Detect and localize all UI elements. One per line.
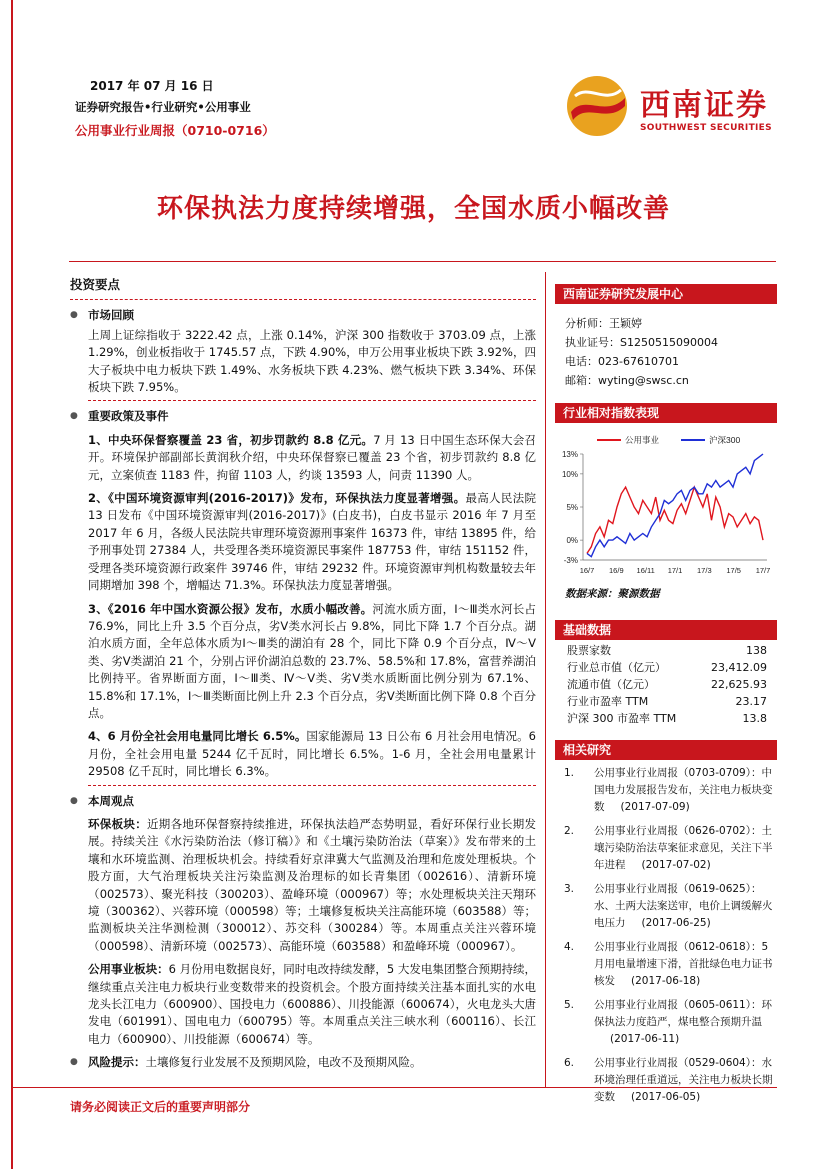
- report-series: 公用事业行业周报（0710-0716）: [75, 123, 275, 138]
- basic-data-value: 23,412.09: [711, 661, 767, 674]
- y-tick-label: 0%: [566, 536, 578, 546]
- x-tick-label: 17/3: [697, 566, 712, 575]
- basic-data-row: [567, 642, 767, 659]
- basic-data-value: 23.17: [735, 695, 767, 708]
- related-report-number: 6.: [564, 1057, 575, 1069]
- basic-data-key: 股票家数: [567, 644, 611, 657]
- x-tick-label: 16/11: [636, 566, 655, 575]
- report-title: 环保执法力度持续增强，全国水质小幅改善: [156, 194, 670, 224]
- view-heading: ● 本周观点: [70, 793, 536, 810]
- related-report-date: (2017-07-02): [641, 859, 711, 871]
- y-tick-label: -3%: [563, 556, 578, 565]
- basic-data-key: 流通市值（亿元）: [567, 678, 655, 691]
- related-report-number: 4.: [564, 941, 575, 953]
- related-report-link[interactable]: [564, 823, 774, 874]
- basic-data-key: 沪深 300 市盈率 TTM: [567, 712, 677, 725]
- analyst-name: 分析师：王颖婷: [565, 317, 642, 330]
- policy-heading: ● 重要政策及事件: [70, 408, 536, 425]
- basic-data-row: [567, 693, 767, 710]
- basic-data-row: [567, 659, 767, 676]
- related-research-title: 相关研究: [555, 740, 777, 760]
- column-divider: [545, 272, 546, 1087]
- related-report-date: (2017-06-25): [641, 917, 711, 929]
- policy-item: 2、《中国环境资源审判(2016-2017)》发布，环保执法力度显著增强。最高人民法院 13 日发布《中国环境资源审判(2016-2017)》(白皮书)，白皮书显示 2016 年 7 月至 2017 年 6 月，各级人民法院共审理环境资源刑事案件 16373 件，审结 13895 件，给予刑事处罚 27384 人，共受理各类环境资源民事案件 187753 件，审结 151152 件，受理各类环境资源行政案件 39746 件，审结 29232 件。环境资源审判机构数量较去年同期增加 398 个，增幅达 71.3%。环保执法力度显著增强。: [88, 491, 536, 593]
- utility-view: 公用事业板块：6 月份用电数据良好，同时电改持续发酵，5 大发电集团整合预期持续，继续重点关注电力板块行业变数带来的投资机会。个股方面持续关注基本面扎实的水电龙头长江电力（600900）、国投电力（600886）、川投能源（600674），火电龙头大唐发电（601991）、国电电力（600795）等。本周重点关注三峡水利（600116）、长江电力（600900）、川投能源（600674）等。: [88, 962, 536, 1046]
- x-tick-label: 16/7: [579, 566, 595, 575]
- market-review-heading: ● 市场回顾: [70, 307, 536, 324]
- related-report-date: (2017-07-09): [620, 801, 690, 813]
- market-review-text: 上周上证综指收于 3222.42 点，上涨 0.14%，沪深 300 指数收于 3703.09 点，上涨 1.29%，创业板指收于 1745.57 点，下跌 4.90%，申万公用事业板块下跌 3.92%，四大子板块中电力板块下跌 1.49%、水务板块下跌 4.23%、燃气板块下跌 3.34%、环保板块下跌 7.95%。: [88, 327, 536, 395]
- related-report-number: 1.: [564, 767, 575, 779]
- footer-disclaimer: 请务必阅读正文后的重要声明部分: [70, 1100, 251, 1114]
- research-center-title: 西南证券研究发展中心: [555, 284, 777, 304]
- related-report-date: (2017-06-05): [631, 1091, 701, 1103]
- related-research-list: [564, 758, 774, 1106]
- policy-item: 4、6 月份全社会用电量同比增长 6.5%。国家能源局 13 日公布 6 月社会用电情况。6 月份，全社会用电量 5244 亿千瓦时，同比增长 6.5%。1-6 月，全社会用电量累计 29508 亿千瓦时，同比增长 6.3%。: [88, 729, 536, 779]
- environmental-view: 环保板块：近期各地环保督察持续推进，环保执法趋严态势明显，看好环保行业长期发展。持续关注《水污染防治法（修订稿）》和《土壤污染防治法（草案）》发布带来的土壤和水环境监测、治理板块机会。持续看好京津冀大气监测及治理和危废处理板块。个股方面，大气治理板块关注污染监测及治理标的如长青集团（002616）、清新环境（002573）、聚光科技（300203）、盈峰环境（000967）等；水处理板块关注天翔环境（300362）、兴蓉环境（000598）等；土壤修复板块关注高能环境（603588）等；监测板块关注华测检测（300012）、苏交科（300284）等。本周重点关注兴蓉环境（000598）、清新环境（002573）、高能环境（603588）和盈峰环境（000967）。: [88, 816, 537, 953]
- basic-data-value: 13.8: [742, 712, 767, 725]
- basic-data-table: [567, 642, 767, 727]
- basic-data-row: [567, 676, 767, 693]
- policy-item: 1、中央环保督察覆盖 23 省，初步罚款约 8.8 亿元。7 月 13 日中国生态环保大会召开。环境保护部副部长黄润秋介绍，中央环保督察已覆盖 23 个省，初步罚款约 8.8 亿元，立案侦查 1183 件，拘留 1103 人，约谈 13593 人，问责 11390 人。: [88, 432, 537, 482]
- basic-data-row: [567, 710, 767, 727]
- series-line-hs300: [587, 454, 763, 557]
- related-report-number: 3.: [564, 883, 575, 895]
- related-report-date: (2017-06-11): [610, 1033, 680, 1045]
- related-report-link[interactable]: [564, 881, 774, 932]
- related-report-link[interactable]: [564, 765, 774, 816]
- investment-highlights: [70, 276, 536, 1072]
- basic-data-value: 22,625.93: [711, 678, 767, 691]
- x-tick-label: 17/5: [726, 566, 741, 575]
- x-tick-label: 16/9: [609, 566, 624, 575]
- related-report-title: 公用事业行业周报（0612-0618）：5 月用电量增速下滑，首批绿色电力证书核发: [594, 941, 773, 987]
- title-rule: [69, 261, 776, 262]
- analyst-license: 执业证号：S1250515090004: [565, 336, 718, 349]
- x-tick-label: 17/1: [667, 566, 683, 575]
- chart-title: 行业相对指数表现: [555, 403, 777, 423]
- related-report-number: 5.: [564, 999, 575, 1011]
- company-logo-cn: 西南证券: [640, 88, 768, 123]
- related-report-number: 2.: [564, 825, 575, 837]
- related-report-date: (2017-06-18): [631, 975, 701, 987]
- left-margin-red-line: [11, 0, 13, 1169]
- basic-data-key: 行业市盈率 TTM: [567, 695, 649, 708]
- footer-rule: [11, 1087, 777, 1088]
- y-tick-label: 13%: [561, 450, 578, 459]
- divider: [88, 400, 536, 402]
- y-tick-label: 5%: [566, 503, 578, 512]
- related-report-title: 公用事业行业周报（0605-0611）：环保执法力度趋严，煤电整合预期升温: [594, 999, 772, 1028]
- company-logo-emblem: [565, 74, 631, 142]
- x-tick-label: 17/7: [755, 566, 771, 575]
- related-report-title: 公用事业行业周报（0529-0604）：水环境治理任重道远，关注电力板块长期变数: [594, 1057, 773, 1103]
- divider: [70, 299, 536, 301]
- policy-item: 3、《2016 年中国水资源公报》发布，水质小幅改善。河流水质方面，Ⅰ～Ⅲ类水河长占 76.9%，同比上升 3.5 个百分点，劣Ⅴ类水河长占 9.8%，同比下降 1.7 个百分点。湖泊水质方面，全年总体水质为Ⅰ～Ⅲ类的湖泊有 28 个，同比下降 0.9 个百分点，Ⅳ～Ⅴ类、劣Ⅴ类湖泊 21 个，分别占评价湖泊总数的 23.7%、58.5%和 17.8%，富营养湖泊比例持平。省界断面方面，Ⅰ～Ⅲ类、Ⅳ～Ⅴ类、劣Ⅴ类水质断面比例分别为 67.1%、15.8%和 17.1%，Ⅰ～Ⅲ类断面比例上升 2.3 个百分点，劣Ⅴ类断面比例下降 0.8 个百分点。: [88, 601, 536, 720]
- data-source: 数据来源：聚源数据: [565, 588, 660, 600]
- related-report-title: 公用事业行业周报（0703-0709）：中国电力发展报告发布，关注电力板块变数: [594, 767, 773, 813]
- legend-label: 沪深300: [709, 435, 741, 445]
- related-report-link[interactable]: [564, 997, 774, 1048]
- risk-warning: ● 风险提示：土壤修复行业发展不及预期风险，电改不及预期风险。: [70, 1054, 536, 1071]
- basic-data-key: 行业总市值（亿元）: [567, 661, 666, 674]
- report-type: 证券研究报告•行业研究•公用事业: [75, 100, 251, 114]
- legend-label: 公用事业: [625, 435, 660, 445]
- related-report-link[interactable]: [564, 939, 774, 990]
- report-date: 2017 年 07 月 16 日: [90, 79, 214, 93]
- y-tick-label: 10%: [561, 469, 578, 479]
- related-report-title: 公用事业行业周报（0619-0625）：水、土两大法案送审，电价上调缓解火电压力: [594, 883, 773, 929]
- analyst-email[interactable]: 邮箱：wyting@swsc.cn: [565, 374, 689, 387]
- related-report-link[interactable]: [564, 1055, 774, 1106]
- company-logo-en: SOUTHWEST SECURITIES: [640, 123, 772, 133]
- basic-data-title: 基础数据: [555, 620, 777, 640]
- divider: [88, 785, 536, 787]
- relative-index-chart: [555, 428, 777, 584]
- section-heading: 投资要点: [70, 277, 121, 292]
- related-report-title: 公用事业行业周报（0626-0702）：土壤污染防治法草案征求意见，关注下半年进程: [594, 825, 773, 871]
- basic-data-value: 138: [746, 644, 767, 657]
- analyst-info: [565, 314, 775, 390]
- analyst-phone: 电话：023-67610701: [565, 355, 679, 368]
